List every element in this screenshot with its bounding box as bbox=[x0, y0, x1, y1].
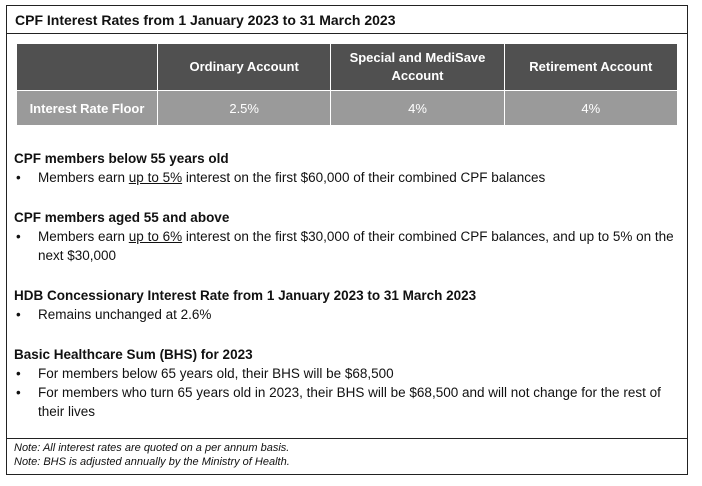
list-item bbox=[14, 305, 684, 324]
bullet-icon: • bbox=[16, 229, 21, 244]
notes bbox=[14, 441, 290, 469]
cell-ordinary-rate: 2.5% bbox=[158, 91, 331, 126]
column-header-retirement: Retirement Account bbox=[504, 44, 677, 91]
cell-retirement-rate: 4% bbox=[504, 91, 677, 126]
section-below-55 bbox=[14, 149, 684, 187]
bullet-icon: • bbox=[16, 366, 21, 381]
underlined-rate: up to 6% bbox=[128, 229, 183, 244]
section-heading: CPF members below 55 years old bbox=[14, 151, 229, 166]
table-row bbox=[17, 91, 678, 126]
notes-divider bbox=[6, 438, 688, 439]
section-55-and-above bbox=[14, 208, 684, 265]
section-heading: Basic Healthcare Sum (BHS) for 2023 bbox=[14, 347, 253, 362]
list-item bbox=[14, 364, 684, 383]
title-box bbox=[6, 5, 688, 34]
section-heading: HDB Concessionary Interest Rate from 1 January 2023 to 31 March 2023 bbox=[14, 288, 477, 303]
underlined-rate: up to 5% bbox=[128, 170, 183, 185]
section-bhs bbox=[14, 345, 684, 421]
bullet-text: Remains unchanged at 2.6% bbox=[38, 307, 212, 322]
bullet-text: For members who turn 65 years old in 2023, their BHS will be $68,500 and will not change for the rest of their lives bbox=[38, 385, 661, 419]
list-item bbox=[14, 383, 684, 421]
bullet-text: Members earn bbox=[38, 170, 129, 185]
bullet-text: interest on the first $30,000 of their combined CPF balances, and up to 5% on the next $30,000 bbox=[38, 229, 674, 263]
section-hdb-rate bbox=[14, 286, 684, 324]
cell-special-medisave-rate: 4% bbox=[331, 91, 504, 126]
bullet-text: Members earn bbox=[38, 229, 129, 244]
bullet-icon: • bbox=[16, 385, 21, 400]
interest-rates-table bbox=[16, 43, 678, 126]
table-corner-cell bbox=[17, 44, 158, 91]
column-header-special-medisave: Special and MediSave Account bbox=[331, 44, 504, 91]
bullet-text: interest on the first $60,000 of their combined CPF balances bbox=[182, 170, 546, 185]
bullet-icon: • bbox=[16, 307, 21, 322]
section-heading: CPF members aged 55 and above bbox=[14, 210, 230, 225]
bullet-text: For members below 65 years old, their BHS will be $68,500 bbox=[38, 366, 394, 381]
note-bhs-adjustment: Note: BHS is adjusted annually by the Ministry of Health. bbox=[14, 456, 290, 468]
row-label-interest-rate-floor: Interest Rate Floor bbox=[17, 91, 158, 126]
note-interest-basis: Note: All interest rates are quoted on a per annum basis. bbox=[14, 442, 290, 454]
list-item bbox=[14, 227, 684, 265]
table-header-row bbox=[17, 44, 678, 91]
bullet-icon: • bbox=[16, 170, 21, 185]
list-item bbox=[14, 168, 684, 187]
page-title: CPF Interest Rates from 1 January 2023 to 31 March 2023 bbox=[15, 12, 396, 28]
column-header-ordinary: Ordinary Account bbox=[158, 44, 331, 91]
